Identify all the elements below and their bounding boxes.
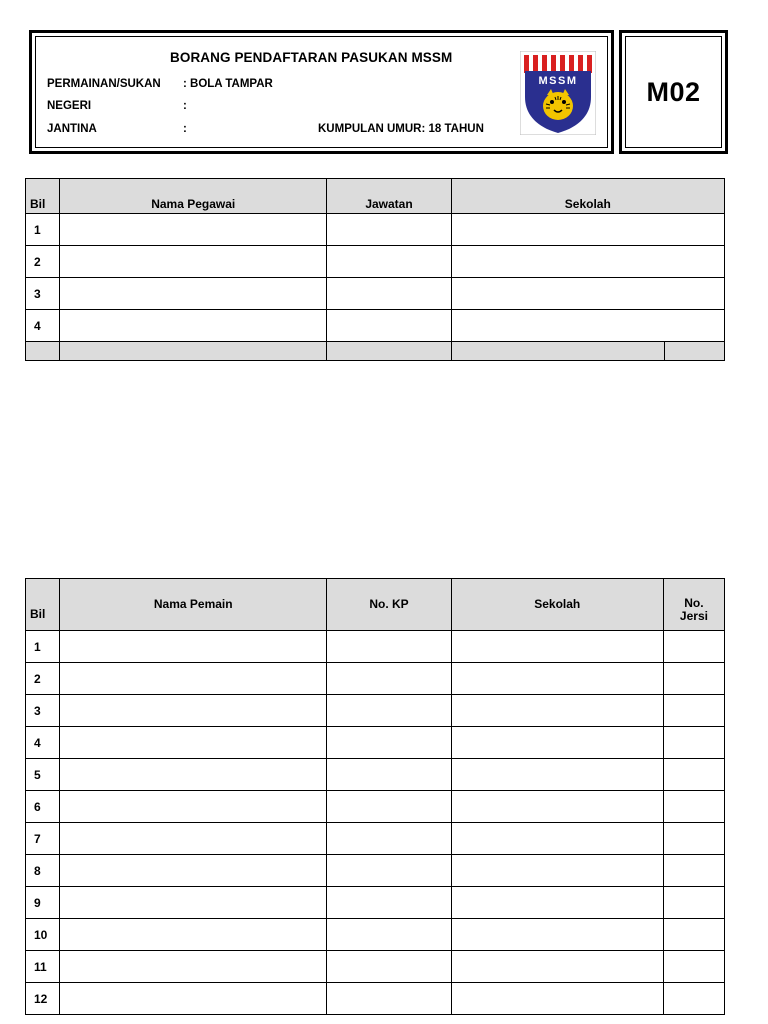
row-number: 3 (26, 278, 60, 310)
col-bil: Bil (26, 579, 60, 631)
row-number: 11 (26, 951, 60, 983)
officer-position-cell[interactable] (327, 214, 451, 246)
col-no-kp: No. KP (327, 579, 451, 631)
player-school-cell[interactable] (451, 791, 663, 823)
player-jersey-cell[interactable] (663, 631, 724, 663)
player-name-cell[interactable] (60, 919, 327, 951)
player-jersey-cell[interactable] (663, 855, 724, 887)
player-ic-cell[interactable] (327, 695, 451, 727)
player-jersey-cell[interactable] (663, 951, 724, 983)
table-row (26, 791, 725, 823)
table-row (26, 759, 725, 791)
player-ic-cell[interactable] (327, 727, 451, 759)
players-header-row (26, 579, 725, 631)
player-ic-cell[interactable] (327, 631, 451, 663)
player-school-cell[interactable] (451, 631, 663, 663)
table-row (26, 855, 725, 887)
players-table (25, 578, 725, 1015)
officer-name-cell[interactable] (60, 246, 327, 278)
footer-cell (26, 342, 60, 361)
player-name-cell[interactable] (60, 695, 327, 727)
officer-position-cell[interactable] (327, 310, 451, 342)
player-jersey-cell[interactable] (663, 663, 724, 695)
col-bil: Bil (26, 179, 60, 214)
state-value: : (183, 100, 187, 112)
player-ic-cell[interactable] (327, 919, 451, 951)
player-ic-cell[interactable] (327, 855, 451, 887)
player-name-cell[interactable] (60, 759, 327, 791)
player-ic-cell[interactable] (327, 663, 451, 695)
player-ic-cell[interactable] (327, 951, 451, 983)
player-ic-cell[interactable] (327, 887, 451, 919)
player-school-cell[interactable] (451, 983, 663, 1015)
form-code-inner (625, 36, 722, 148)
table-row (26, 631, 725, 663)
form-code-box (619, 30, 728, 154)
player-rows (26, 631, 725, 1015)
gender-value: : (183, 123, 187, 135)
player-jersey-cell[interactable] (663, 695, 724, 727)
footer-cell (451, 342, 724, 361)
row-number: 7 (26, 823, 60, 855)
player-school-cell[interactable] (451, 695, 663, 727)
form-title: BORANG PENDAFTARAN PASUKAN MSSM (170, 50, 453, 65)
age-group-label: KUMPULAN UMUR: 18 TAHUN (318, 123, 484, 135)
table-row (26, 951, 725, 983)
player-ic-cell[interactable] (327, 759, 451, 791)
footer-cell (327, 342, 451, 361)
row-number: 6 (26, 791, 60, 823)
officer-school-cell[interactable] (451, 246, 724, 278)
state-label: NEGERI (47, 100, 92, 112)
player-jersey-cell[interactable] (663, 791, 724, 823)
row-number: 2 (26, 246, 60, 278)
player-jersey-cell[interactable] (663, 727, 724, 759)
table-row (26, 695, 725, 727)
officer-position-cell[interactable] (327, 246, 451, 278)
row-number: 5 (26, 759, 60, 791)
officer-school-cell[interactable] (451, 214, 724, 246)
player-jersey-cell[interactable] (663, 887, 724, 919)
officers-table (25, 178, 725, 361)
officer-school-cell[interactable] (451, 278, 724, 310)
col-jawatan: Jawatan (327, 179, 451, 214)
row-number: 4 (26, 727, 60, 759)
col-no-jersi: No. Jersi (663, 579, 724, 631)
officer-name-cell[interactable] (60, 214, 327, 246)
player-ic-cell[interactable] (327, 823, 451, 855)
form-code: M02 (646, 76, 701, 107)
row-number: 8 (26, 855, 60, 887)
row-number: 3 (26, 695, 60, 727)
row-number: 1 (26, 214, 60, 246)
mssm-logo (520, 51, 596, 135)
table-row (26, 214, 725, 246)
player-jersey-cell[interactable] (663, 823, 724, 855)
officer-position-cell[interactable] (327, 278, 451, 310)
form-header (29, 30, 614, 154)
player-name-cell[interactable] (60, 663, 327, 695)
officers-header-row (26, 179, 725, 214)
player-school-cell[interactable] (451, 887, 663, 919)
player-school-cell[interactable] (451, 759, 663, 791)
row-number: 4 (26, 310, 60, 342)
row-number: 2 (26, 663, 60, 695)
row-number: 9 (26, 887, 60, 919)
player-name-cell[interactable] (60, 887, 327, 919)
table-row (26, 887, 725, 919)
player-school-cell[interactable] (451, 823, 663, 855)
sport-label: PERMAINAN/SUKAN (47, 78, 161, 90)
officer-school-cell[interactable] (451, 310, 724, 342)
table-row (26, 919, 725, 951)
col-sekolah: Sekolah (451, 579, 663, 631)
table-row (26, 983, 725, 1015)
table-row (26, 663, 725, 695)
player-name-cell[interactable] (60, 727, 327, 759)
player-ic-cell[interactable] (327, 983, 451, 1015)
player-school-cell[interactable] (451, 919, 663, 951)
footer-cell (60, 342, 327, 361)
row-number: 10 (26, 919, 60, 951)
player-jersey-cell[interactable] (663, 983, 724, 1015)
player-name-cell[interactable] (60, 823, 327, 855)
player-school-cell[interactable] (451, 855, 663, 887)
table-row (26, 310, 725, 342)
player-name-cell[interactable] (60, 983, 327, 1015)
col-sekolah: Sekolah (451, 179, 724, 214)
player-name-cell[interactable] (60, 791, 327, 823)
player-name-cell[interactable] (60, 951, 327, 983)
table-row (26, 278, 725, 310)
logo-text: MSSM (538, 75, 578, 87)
table-row (26, 246, 725, 278)
player-school-cell[interactable] (451, 663, 663, 695)
officers-footer-row (26, 342, 725, 361)
player-jersey-cell[interactable] (663, 919, 724, 951)
officer-name-cell[interactable] (60, 278, 327, 310)
table-row (26, 727, 725, 759)
gender-label: JANTINA (47, 123, 97, 135)
player-ic-cell[interactable] (327, 791, 451, 823)
officer-name-cell[interactable] (60, 310, 327, 342)
player-name-cell[interactable] (60, 631, 327, 663)
col-nama-pemain: Nama Pemain (60, 579, 327, 631)
player-jersey-cell[interactable] (663, 759, 724, 791)
player-school-cell[interactable] (451, 951, 663, 983)
col-nama-pegawai: Nama Pegawai (60, 179, 327, 214)
player-name-cell[interactable] (60, 855, 327, 887)
table-row (26, 823, 725, 855)
form-header-inner (35, 36, 608, 148)
row-number: 12 (26, 983, 60, 1015)
row-number: 1 (26, 631, 60, 663)
sport-value: : BOLA TAMPAR (183, 78, 273, 90)
player-school-cell[interactable] (451, 727, 663, 759)
